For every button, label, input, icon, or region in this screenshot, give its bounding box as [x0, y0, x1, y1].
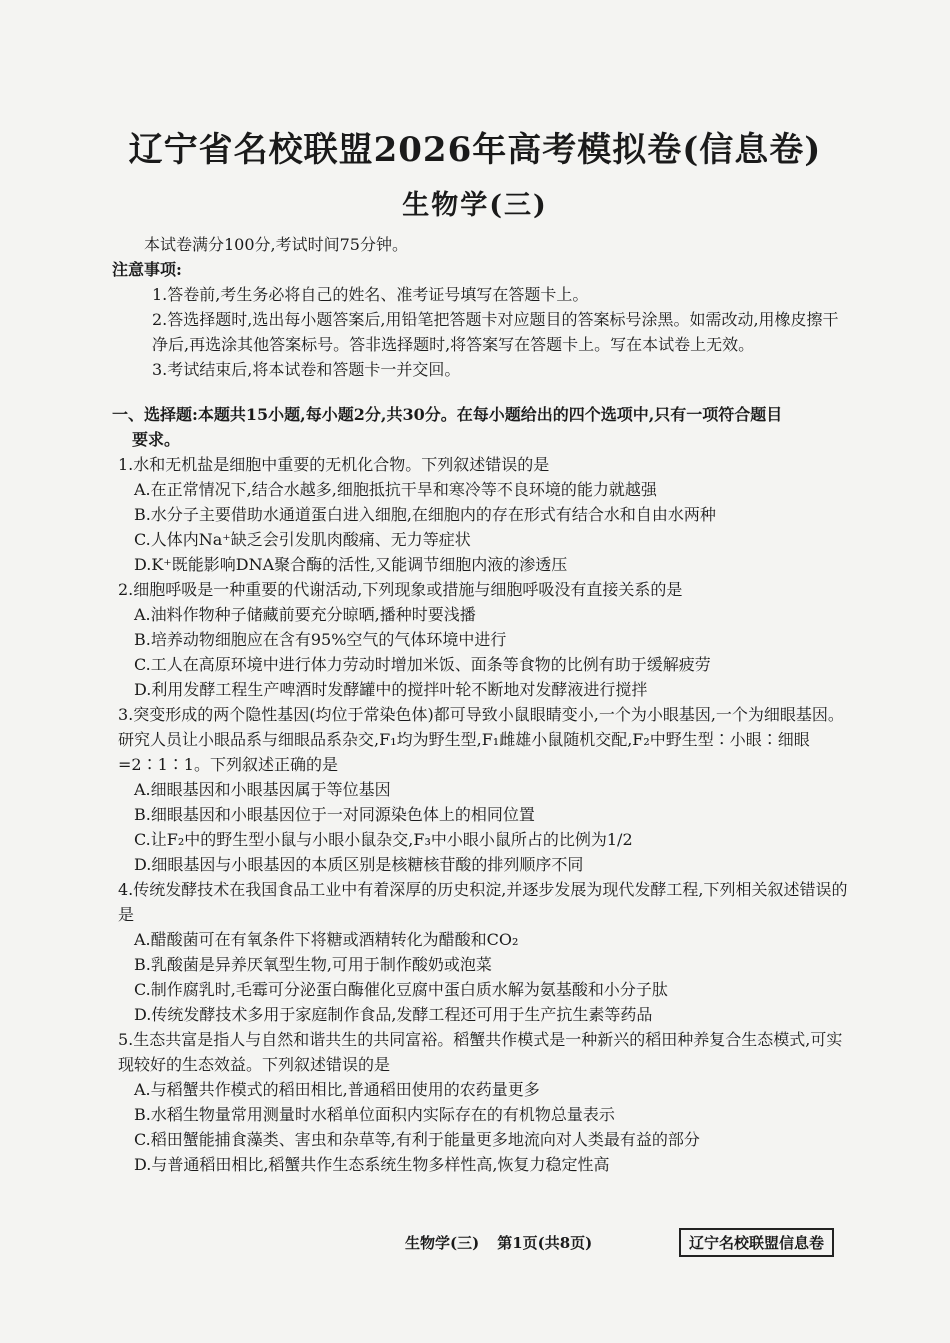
option-a: A.与稻蟹共作模式的稻田相比,普通稻田使用的农药量更多 — [134, 1080, 540, 1099]
footer-subject: 生物学(三) — [405, 1234, 480, 1252]
question-2 — [112, 577, 852, 702]
option-a: A.细眼基因和小眼基因属于等位基因 — [134, 780, 391, 799]
option-b: B.培养动物细胞应在含有95%空气的气体环境中进行 — [134, 630, 507, 649]
option-c: C.人体内Na⁺缺乏会引发肌肉酸痛、无力等症状 — [134, 530, 471, 549]
page-footer — [405, 1232, 592, 1253]
option-a: A.油料作物种子储藏前要充分晾晒,播种时要浅播 — [134, 605, 476, 624]
option-a: A.醋酸菌可在有氧条件下将糖或酒精转化为醋酸和CO₂ — [134, 930, 519, 949]
question-3 — [112, 702, 852, 877]
question-stem: 4.传统发酵技术在我国食品工业中有着深厚的历史积淀,并逐步发展为现代发酵工程,下列相关叙述错误的是 — [118, 880, 848, 924]
section-heading: 一、选择题:本题共15小题,每小题2分,共30分。在每小题给出的四个选项中,只有一项符合题目 — [112, 405, 783, 424]
notice-heading: 注意事项: — [112, 260, 182, 279]
question-stem: 1.水和无机盐是细胞中重要的无机化合物。下列叙述错误的是 — [118, 455, 550, 474]
question-1 — [112, 452, 852, 577]
option-d: D.利用发酵工程生产啤酒时发酵罐中的搅拌叶轮不断地对发酵液进行搅拌 — [134, 680, 648, 699]
option-b: B.水稻生物量常用测量时水稻单位面积内实际存在的有机物总量表示 — [134, 1105, 615, 1124]
question-5 — [112, 1027, 852, 1177]
exam-body — [112, 232, 852, 1177]
section-heading-cont: 要求。 — [132, 430, 181, 449]
question-stem: 3.突变形成的两个隐性基因(均位于常染色体)都可导致小鼠眼睛变小,一个为小眼基因,一个为细眼基因。研究人员让小眼品系与细眼品系杂交,F₁均为野生型,F₁雌雄小鼠随机交配,F₂中野生型∶小眼∶细眼=2∶1∶1。下列叙述正确的是 — [118, 705, 844, 774]
option-d: D.传统发酵技术多用于家庭制作食品,发酵工程还可用于生产抗生素等药品 — [134, 1005, 653, 1024]
option-b: B.细眼基因和小眼基因位于一对同源染色体上的相同位置 — [134, 805, 535, 824]
spacer — [112, 382, 852, 402]
option-b: B.水分子主要借助水通道蛋白进入细胞,在细胞内的存在形式有结合水和自由水两种 — [134, 505, 716, 524]
exam-title: 辽宁省名校联盟2026年高考模拟卷(信息卷) — [128, 130, 822, 170]
option-d: D.K⁺既能影响DNA聚合酶的活性,又能调节细胞内液的渗透压 — [134, 555, 568, 574]
question-4 — [112, 877, 852, 1027]
notice-item-2 — [112, 307, 852, 357]
footer-page-number: 第1页(共8页) — [497, 1234, 593, 1252]
option-c: C.制作腐乳时,毛霉可分泌蛋白酶催化豆腐中蛋白质水解为氨基酸和小分子肽 — [134, 980, 668, 999]
option-c: C.让F₂中的野生型小鼠与小眼小鼠杂交,F₃中小眼小鼠所占的比例为1/2 — [134, 830, 633, 849]
notice-item-2-text: 2.答选择题时,选出每小题答案后,用铅笔把答题卡对应题目的答案标号涂黑。如需改动,用橡皮擦干净后,再选涂其他答案标号。答非选择题时,将答案写在答题卡上。写在本试卷上无效。 — [152, 310, 839, 354]
question-stem: 2.细胞呼吸是一种重要的代谢活动,下列现象或措施与细胞呼吸没有直接关系的是 — [118, 580, 683, 599]
option-c: C.工人在高原环境中进行体力劳动时增加米饭、面条等食物的比例有助于缓解疲劳 — [134, 655, 711, 674]
intro-text: 本试卷满分100分,考试时间75分钟。 — [144, 235, 408, 254]
question-stem: 5.生态共富是指人与自然和谐共生的共同富裕。稻蟹共作模式是一种新兴的稻田种养复合生态模式,可实现较好的生态效益。下列叙述错误的是 — [118, 1030, 843, 1074]
option-d: D.细眼基因与小眼基因的本质区别是核糖核苷酸的排列顺序不同 — [134, 855, 584, 874]
exam-subtitle: 生物学(三) — [402, 190, 548, 221]
notice-item-3: 3.考试结束后,将本试卷和答题卡一并交回。 — [152, 360, 461, 379]
notice-item-1: 1.答卷前,考生务必将自己的姓名、准考证号填写在答题卡上。 — [152, 285, 589, 304]
option-b: B.乳酸菌是异养厌氧型生物,可用于制作酸奶或泡菜 — [134, 955, 492, 974]
option-a: A.在正常情况下,结合水越多,细胞抵抗干旱和寒冷等不良环境的能力就越强 — [134, 480, 657, 499]
option-c: C.稻田蟹能捕食藻类、害虫和杂草等,有利于能量更多地流向对人类最有益的部分 — [134, 1130, 700, 1149]
footer-stamp: 辽宁名校联盟信息卷 — [679, 1228, 834, 1257]
option-d: D.与普通稻田相比,稻蟹共作生态系统生物多样性高,恢复力稳定性高 — [134, 1155, 610, 1174]
